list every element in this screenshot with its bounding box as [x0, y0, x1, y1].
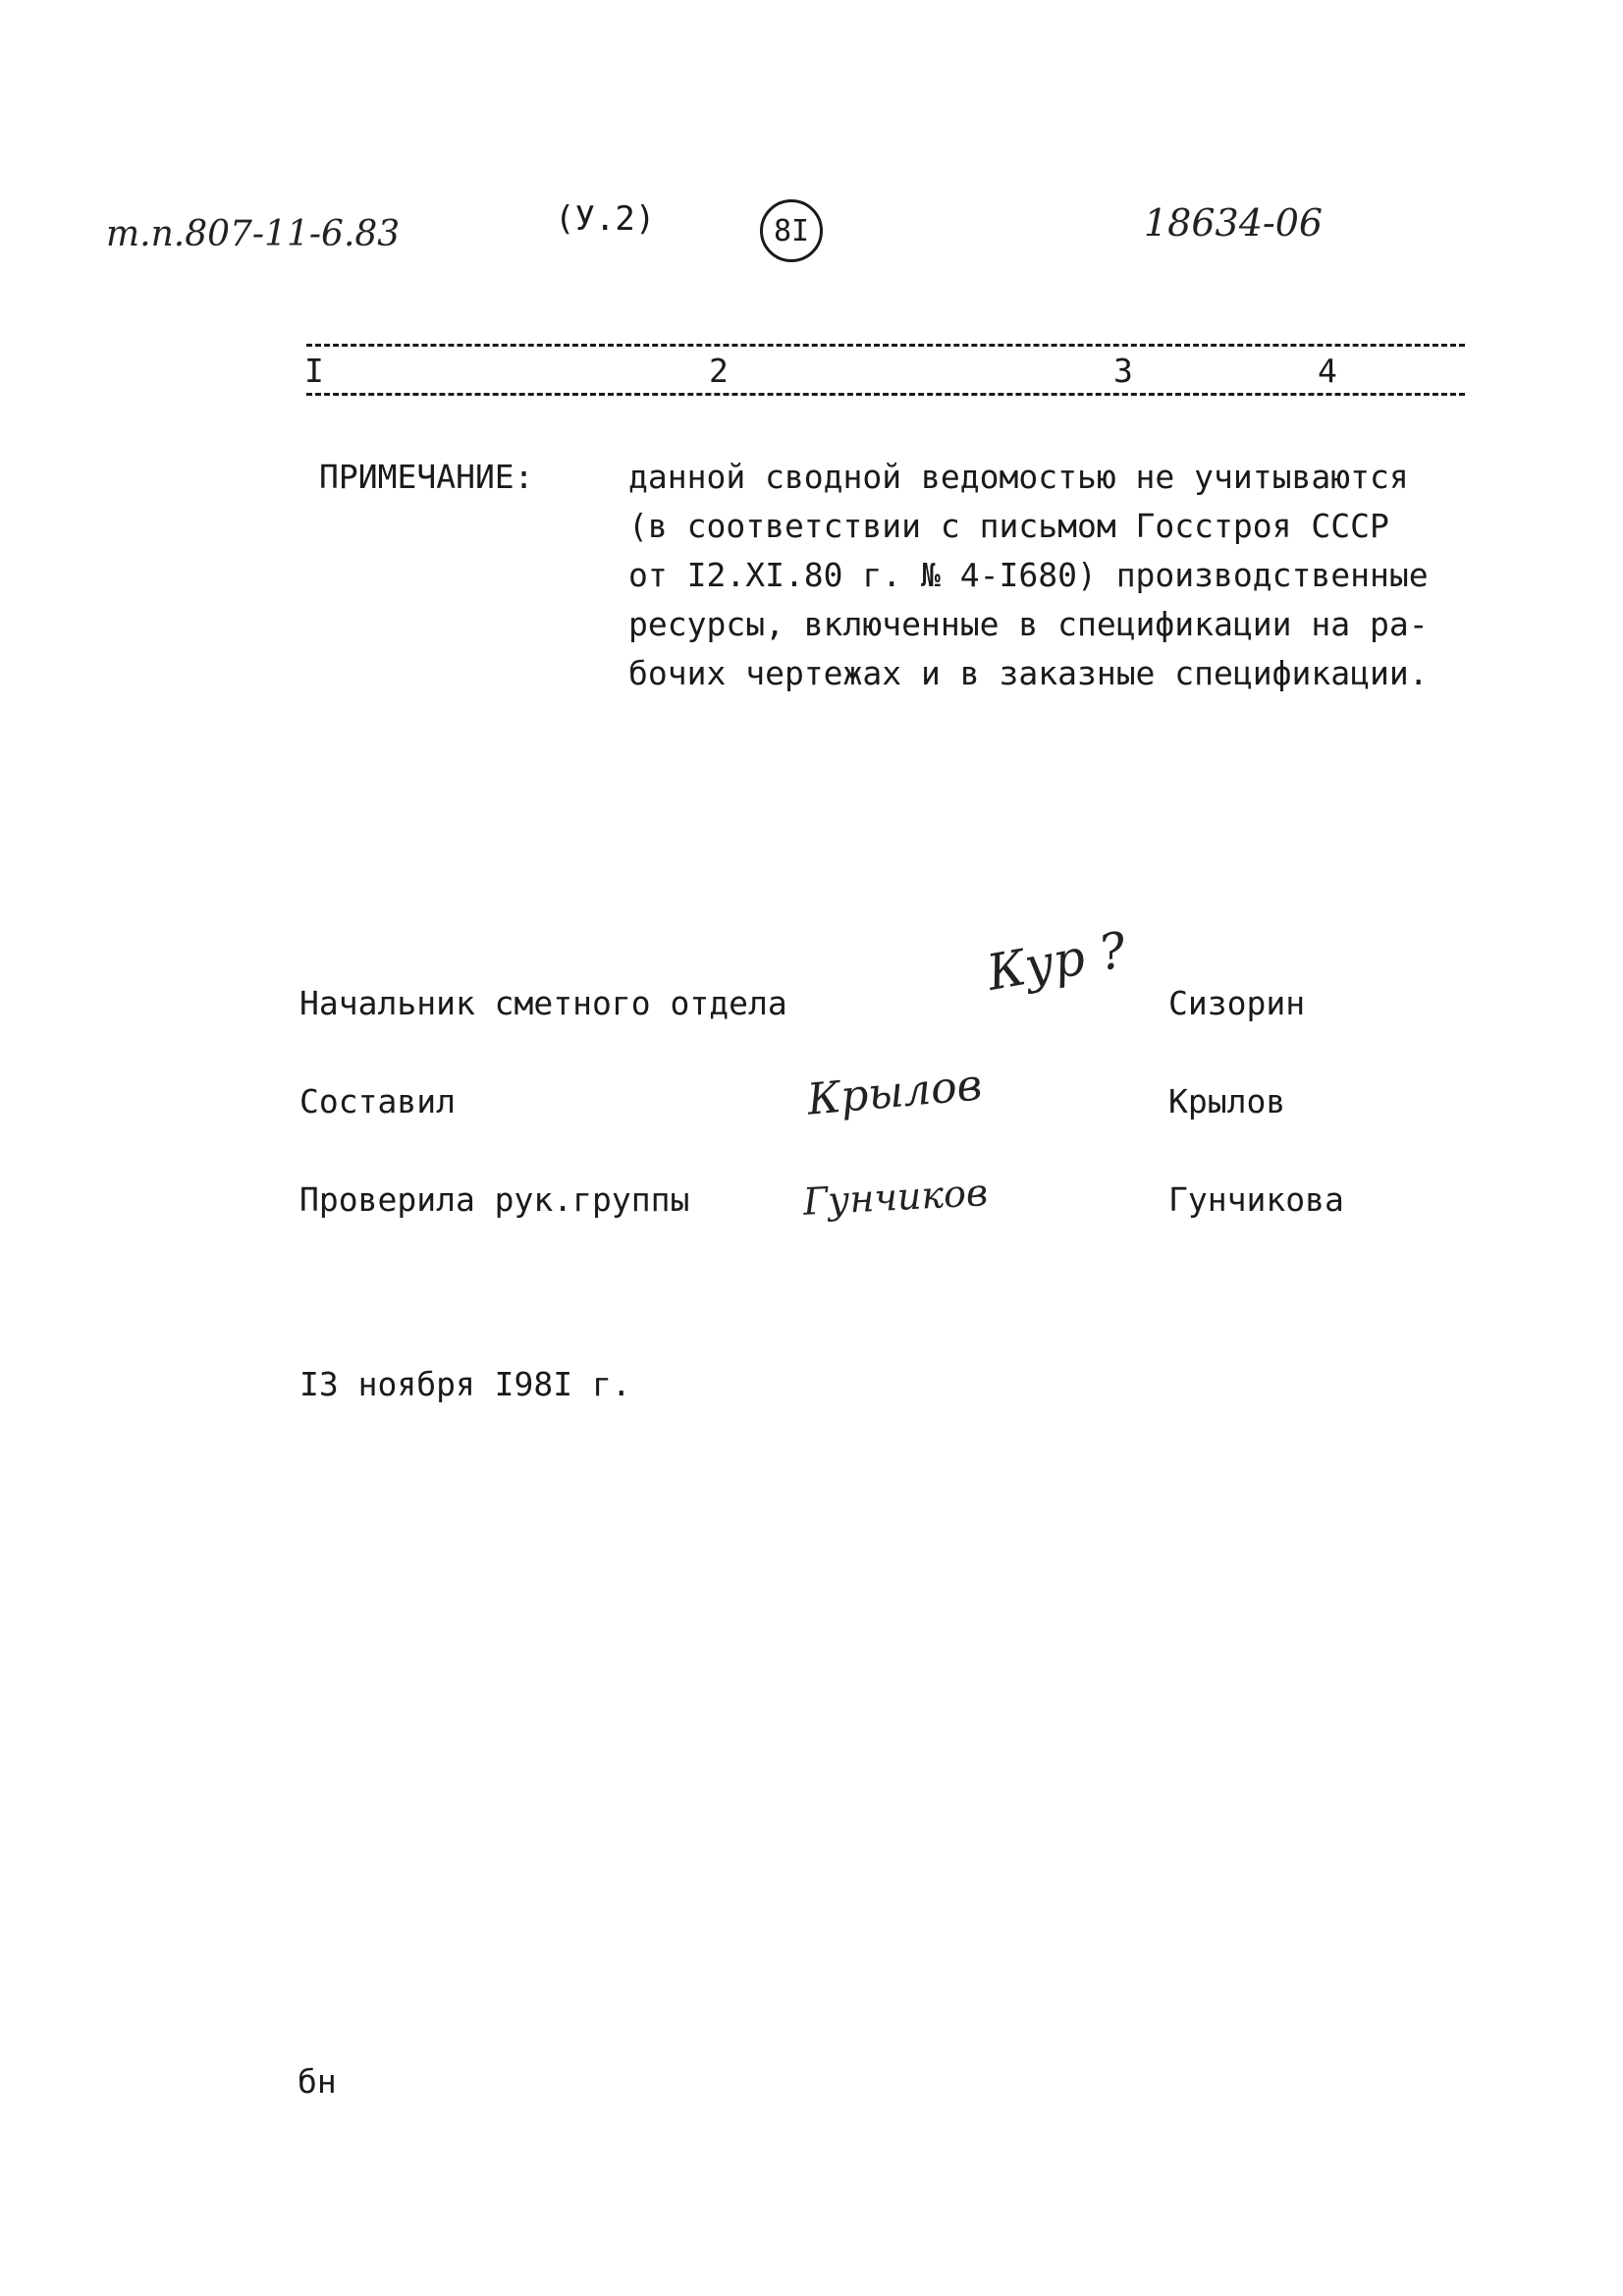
signer-role-checker: Проверила рук.группы	[299, 1180, 690, 1219]
note-line: бочих чертежах и в заказные спецификации.	[628, 654, 1429, 692]
page-number-circle: 8I	[760, 199, 823, 262]
column-number-3: 3	[1109, 352, 1137, 390]
signer-name-checker: Гунчикова	[1168, 1180, 1344, 1219]
dashed-rule-top	[306, 344, 1465, 347]
dashed-rule-bottom	[306, 393, 1465, 396]
document-number: 18634-06	[1144, 201, 1324, 245]
note-line: от I2.XI.80 г. № 4-I680) производственные	[628, 556, 1429, 594]
note-line: (в соответствии с письмом Госстроя СССР	[628, 507, 1389, 545]
handwritten-signature: Гунчиков	[801, 1171, 990, 1224]
signer-name-compiler: Крылов	[1168, 1082, 1286, 1121]
footer-mark: бн	[298, 2062, 337, 2101]
note-line: данной сводной ведомостью не учитываются	[628, 458, 1409, 496]
sheet-label: (У.2)	[555, 199, 656, 239]
note-line: ресурсы, включенные в спецификации на ра-	[628, 605, 1429, 643]
column-number-1: I	[300, 352, 328, 390]
document-date: I3 ноября I98I г.	[299, 1365, 631, 1403]
column-number-2: 2	[705, 352, 732, 390]
document-code: т.п.807-11-6.83	[106, 214, 401, 254]
note-label: ПРИМЕЧАНИЕ:	[319, 458, 534, 496]
signer-role-compiler: Составил	[299, 1082, 456, 1121]
handwritten-signature: Кур ?	[983, 921, 1131, 1002]
signer-name-head: Сизорин	[1168, 984, 1306, 1022]
column-number-4: 4	[1314, 352, 1341, 390]
signer-role-head: Начальник сметного отдела	[299, 984, 787, 1022]
handwritten-signature: Крылов	[805, 1060, 985, 1125]
